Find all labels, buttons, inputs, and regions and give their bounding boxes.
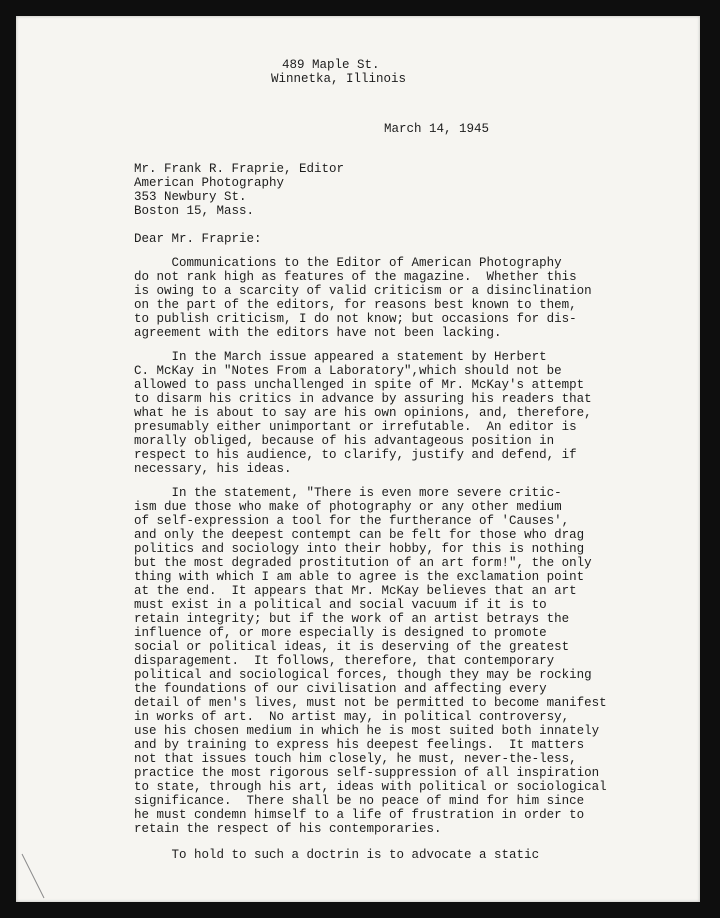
paragraph-line: social or political ideas, it is deserving of the greatest [134, 640, 570, 654]
paragraph-line: retain the respect of his contemporaries. [134, 822, 442, 836]
paragraph-line: in works of art. No artist may, in political controversy, [134, 710, 570, 724]
paragraph-line: agreement with the editors have not been lacking. [134, 326, 502, 340]
paragraph-line: C. McKay in "Notes From a Laboratory",which should not be [134, 364, 562, 378]
paragraph-line: morally obliged, because of his advantageous position in [134, 434, 555, 448]
paragraph-line: significance. There shall be no peace of mind for him since [134, 794, 585, 808]
letter-date: March 14, 1945 [384, 122, 490, 136]
paragraph-line: use his chosen medium in which he is most suited both innately [134, 724, 600, 738]
paragraph-line: In the statement, "There is even more severe critic- [134, 486, 562, 500]
paragraph-line: to state, through his art, ideas with political or sociological [134, 780, 607, 794]
paragraph-line: necessary, his ideas. [134, 462, 292, 476]
paragraph-line: detail of men's lives, must not be permitted to become manifest [134, 696, 607, 710]
recipient-line: Boston 15, Mass. [134, 204, 255, 218]
paragraph-line: ism due those who make of photography or any other medium [134, 500, 562, 514]
paragraph-line: do not rank high as features of the magazine. Whether this [134, 270, 577, 284]
paragraph-line: on the part of the editors, for reasons best known to them, [134, 298, 577, 312]
sender-address-line2: Winnetka, Illinois [271, 72, 407, 86]
paragraph-line: to disarm his critics in advance by assuring his readers that [134, 392, 592, 406]
paragraph-line: he must condemn himself to a life of frustration in order to [134, 808, 585, 822]
paragraph-line: respect to his audience, to clarify, justify and defend, if [134, 448, 577, 462]
paragraph-line: thing with which I am able to agree is the exclamation point [134, 570, 585, 584]
paragraph-line: disparagement. It follows, therefore, that contemporary [134, 654, 555, 668]
paragraph-line: must exist in a political and social vacuum if it is to [134, 598, 547, 612]
paragraph-line: to publish criticism, I do not know; but occasions for dis- [134, 312, 577, 326]
paragraph-line: and only the deepest contempt can be felt for those who drag [134, 528, 585, 542]
recipient-line: American Photography [134, 176, 285, 190]
letter-page [16, 16, 700, 902]
recipient-line: Mr. Frank R. Fraprie, Editor [134, 162, 345, 176]
paragraph-line: In the March issue appeared a statement by Herbert [134, 350, 547, 364]
paragraph-line: practice the most rigorous self-suppression of all inspiration [134, 766, 600, 780]
paragraph-line: To hold to such a doctrin is to advocate a static [134, 848, 540, 862]
paragraph-line: presumably either unimportant or irrefutable. An editor is [134, 420, 577, 434]
paragraph-line: of self-expression a tool for the furtherance of 'Causes', [134, 514, 570, 528]
paragraph-line: is owing to a scarcity of valid criticism or a disinclination [134, 284, 592, 298]
paragraph-line: influence of, or more especially is designed to promote [134, 626, 547, 640]
salutation: Dear Mr. Fraprie: [134, 232, 262, 246]
paragraph-line: politics and sociology into their hobby, for this is nothing [134, 542, 585, 556]
paragraph-line: retain integrity; but if the work of an artist betrays the [134, 612, 570, 626]
paragraph-line: at the end. It appears that Mr. McKay believes that an art [134, 584, 577, 598]
paragraph-line: not that issues touch him closely, he must, never-the-less, [134, 752, 577, 766]
paragraph-line: what he is about to say are his own opinions, and, therefore, [134, 406, 592, 420]
paragraph-line: the foundations of our civilisation and affecting every [134, 682, 547, 696]
paragraph-line: and by training to express his deepest feelings. It matters [134, 738, 585, 752]
paragraph-line: but the most degraded prostitution of an art form!", the only [134, 556, 592, 570]
sender-address-line1: 489 Maple St. [282, 58, 380, 72]
paragraph-line: political and sociological forces, though they may be rocking [134, 668, 592, 682]
paragraph-line: Communications to the Editor of American Photography [134, 256, 562, 270]
recipient-line: 353 Newbury St. [134, 190, 247, 204]
paragraph-line: allowed to pass unchallenged in spite of Mr. McKay's attempt [134, 378, 585, 392]
